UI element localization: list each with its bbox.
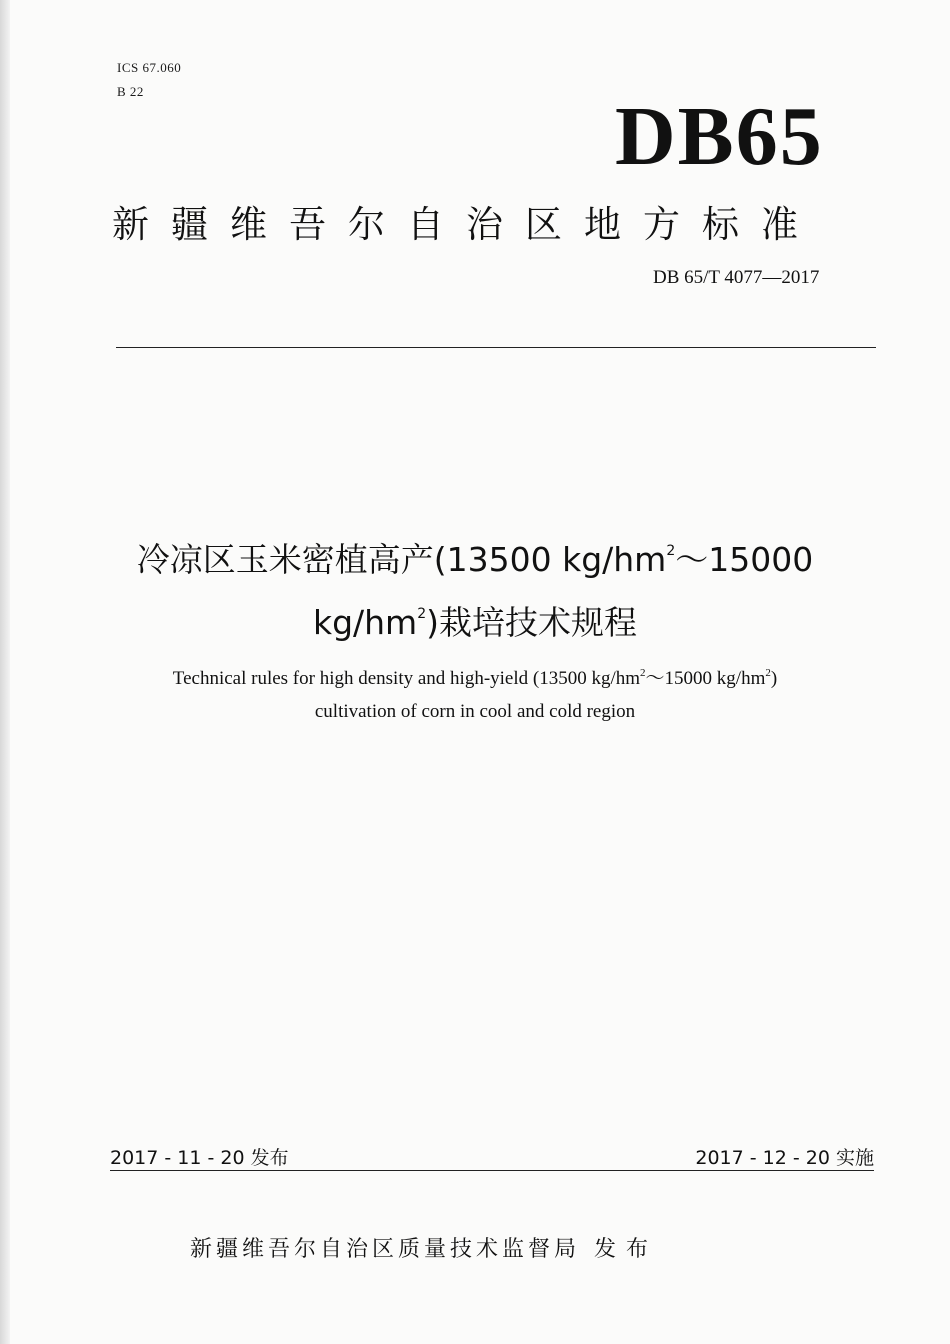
cn-title-part: 冷凉区玉米密植高产(13500 kg/hm bbox=[136, 540, 667, 579]
chinese-title-line-1 bbox=[80, 524, 870, 587]
cn-title-superscript: 2 bbox=[666, 543, 676, 559]
english-title-line-1 bbox=[60, 657, 890, 695]
cn-title-superscript: 2 bbox=[417, 606, 427, 622]
classification-codes bbox=[117, 56, 181, 104]
publisher-line bbox=[190, 1232, 658, 1263]
bottom-divider bbox=[110, 1170, 874, 1171]
en-title-part: ～15000 kg/hm bbox=[645, 668, 766, 689]
en-title-superscript: 2 bbox=[640, 667, 646, 679]
publisher-name: 新疆维吾尔自治区质量技术监督局 bbox=[190, 1237, 581, 1262]
chinese-title bbox=[80, 524, 870, 650]
issue-date: 2017 - 11 - 20 发布 bbox=[110, 1147, 289, 1169]
en-title-superscript: 2 bbox=[765, 667, 771, 679]
ccs-code: B 22 bbox=[117, 84, 144, 99]
english-title-line-2: cultivation of corn in cool and cold region bbox=[314, 701, 636, 722]
ics-code: ICS 67.060 bbox=[117, 60, 182, 75]
standard-brand-logo: DB65 bbox=[615, 90, 824, 183]
cn-title-part: ～15000 bbox=[675, 540, 814, 579]
cn-title-part: kg/hm bbox=[312, 603, 418, 642]
cn-title-part: )栽培技术规程 bbox=[426, 603, 638, 642]
en-title-part: ) bbox=[770, 668, 778, 689]
implementation-date: 2017 - 12 - 20 实施 bbox=[695, 1147, 874, 1169]
chinese-title-line-2 bbox=[80, 587, 870, 650]
top-divider bbox=[116, 347, 876, 348]
standard-number: DB 65/T 4077—2017 bbox=[653, 267, 820, 288]
scan-edge bbox=[0, 0, 10, 1344]
english-title bbox=[60, 657, 890, 728]
publisher-action: 发布 bbox=[594, 1237, 659, 1262]
date-row bbox=[110, 1143, 874, 1170]
standard-type-heading: 新疆维吾尔自治区地方标准 bbox=[112, 203, 820, 246]
en-title-part: Technical rules for high density and high-yield (13500 kg/hm bbox=[172, 668, 641, 689]
